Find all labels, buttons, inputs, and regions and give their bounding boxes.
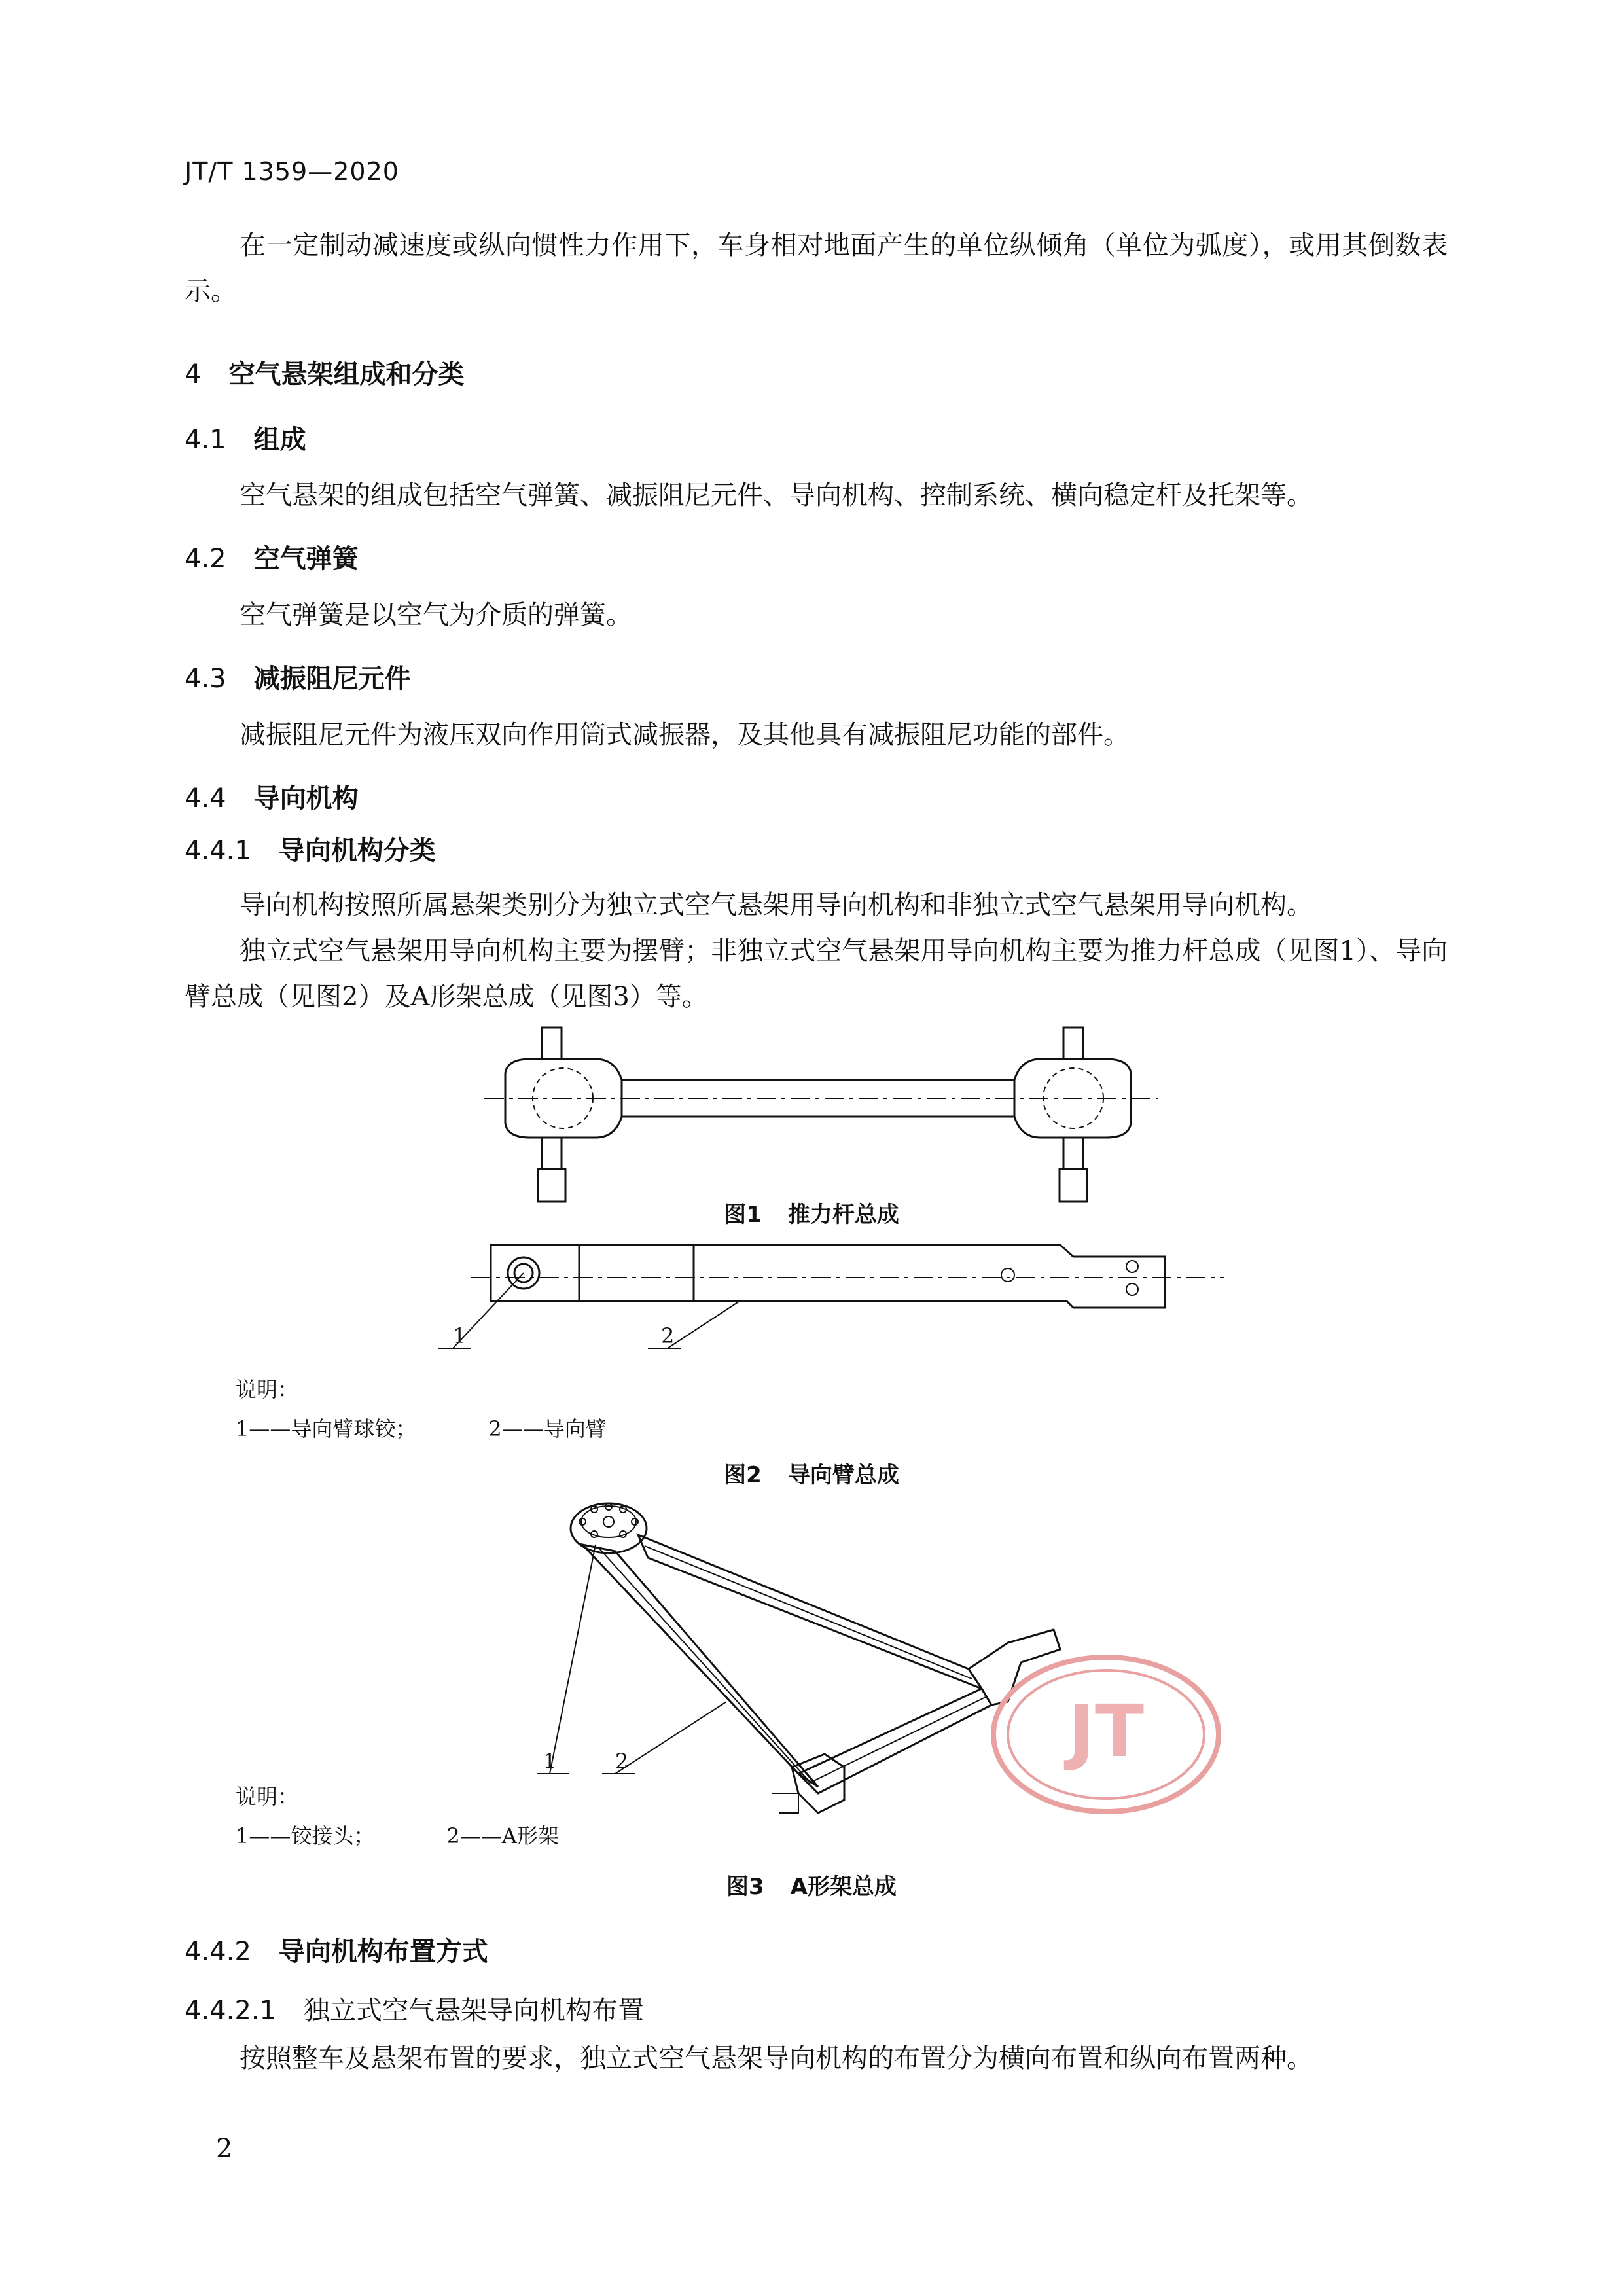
section-4-4-2-1-text: 按照整车及悬架布置的要求，独立式空气悬架导向机构的布置分为横向布置和纵向布置两种。	[240, 2043, 1313, 2073]
legend-item-2: 2——导向臂	[488, 1416, 607, 1441]
section-number: 4.4.2.1	[185, 1996, 276, 2026]
figure-2-caption	[0, 1457, 1623, 1489]
intro-paragraph: 在一定制动减速度或纵向惯性力作用下，车身相对地面产生的单位纵倾角（单位为弧度），或用其倒数表示。	[185, 230, 1448, 306]
figure-label: 图1	[724, 1202, 762, 1228]
section-4-1-text: 空气悬架的组成包括空气弹簧、减振阻尼元件、导向机构、控制系统、横向稳定杆及托架等。	[240, 480, 1313, 511]
callout-1: 1	[453, 1323, 467, 1348]
section-number: 4.2	[185, 544, 226, 574]
section-title: 导向机构	[253, 783, 359, 814]
legend-item-1: 1——铰接头；	[236, 1823, 375, 1848]
section-4-4-1-para-1: 导向机构按照所属悬架类别分为独立式空气悬架用导向机构和非独立式空气悬架用导向机构。	[240, 890, 1313, 920]
figure-2-legend	[236, 1412, 607, 1443]
figure-1-caption	[0, 1196, 1623, 1229]
section-4-heading	[185, 353, 464, 391]
figure-title: 推力杆总成	[787, 1202, 899, 1228]
section-4-2-heading	[185, 538, 359, 575]
page-number: 2	[216, 2134, 233, 2164]
section-title: 空气悬架组成和分类	[228, 359, 465, 389]
figure-1-thrust-rod-drawing	[458, 1021, 1178, 1204]
figure-2-note-title: 说明：	[236, 1377, 299, 1402]
section-4-2-text: 空气弹簧是以空气为介质的弹簧。	[240, 600, 632, 630]
standard-number: JT/T 1359—2020	[185, 157, 399, 186]
callout-1: 1	[543, 1749, 557, 1774]
legend-item-2: 2——A形架	[446, 1823, 559, 1848]
section-number: 4.3	[185, 664, 226, 694]
section-4-3-heading	[185, 658, 411, 695]
section-4-4-2-1-heading	[185, 1990, 644, 2027]
figure-title: A形架总成	[790, 1874, 897, 1900]
figure-title: 导向臂总成	[787, 1462, 899, 1488]
section-number: 4	[185, 359, 202, 389]
figure-3-note-title: 说明：	[236, 1784, 299, 1809]
section-4-4-1-para-2: 独立式空气悬架用导向机构主要为摆臂；非独立式空气悬架用导向机构主要为推力杆总成（见图1）、导向臂总成（见图2）及A形架总成（见图3）等。	[185, 936, 1448, 1012]
section-title: 独立式空气悬架导向机构布置	[303, 1996, 644, 2026]
jt-stamp-watermark	[988, 1653, 1224, 1816]
callout-2: 2	[615, 1749, 629, 1774]
section-number: 4.4.2	[185, 1937, 251, 1967]
figure-label: 图3	[726, 1874, 764, 1900]
section-4-1-heading	[185, 419, 306, 456]
section-title: 导向机构分类	[278, 836, 436, 866]
section-title: 减振阻尼元件	[253, 664, 411, 694]
figure-2-guide-arm-drawing	[419, 1230, 1243, 1374]
section-title: 组成	[253, 425, 306, 455]
callout-2: 2	[661, 1323, 675, 1348]
figure-label: 图2	[724, 1462, 762, 1488]
section-4-4-heading	[185, 778, 359, 815]
section-number: 4.4	[185, 783, 226, 814]
legend-item-1: 1——导向臂球铰；	[236, 1416, 417, 1441]
section-title: 空气弹簧	[253, 544, 359, 574]
section-number: 4.1	[185, 425, 226, 455]
section-4-3-text: 减振阻尼元件为液压双向作用筒式减振器，及其他具有减振阻尼功能的部件。	[240, 720, 1130, 750]
section-number: 4.4.1	[185, 836, 251, 866]
figure-3-legend	[236, 1820, 559, 1850]
section-4-4-1-heading	[185, 830, 436, 867]
section-4-4-2-heading	[185, 1931, 488, 1968]
figure-3-caption	[0, 1869, 1623, 1901]
stamp-text: JT	[1068, 1689, 1144, 1773]
section-title: 导向机构布置方式	[278, 1937, 488, 1967]
